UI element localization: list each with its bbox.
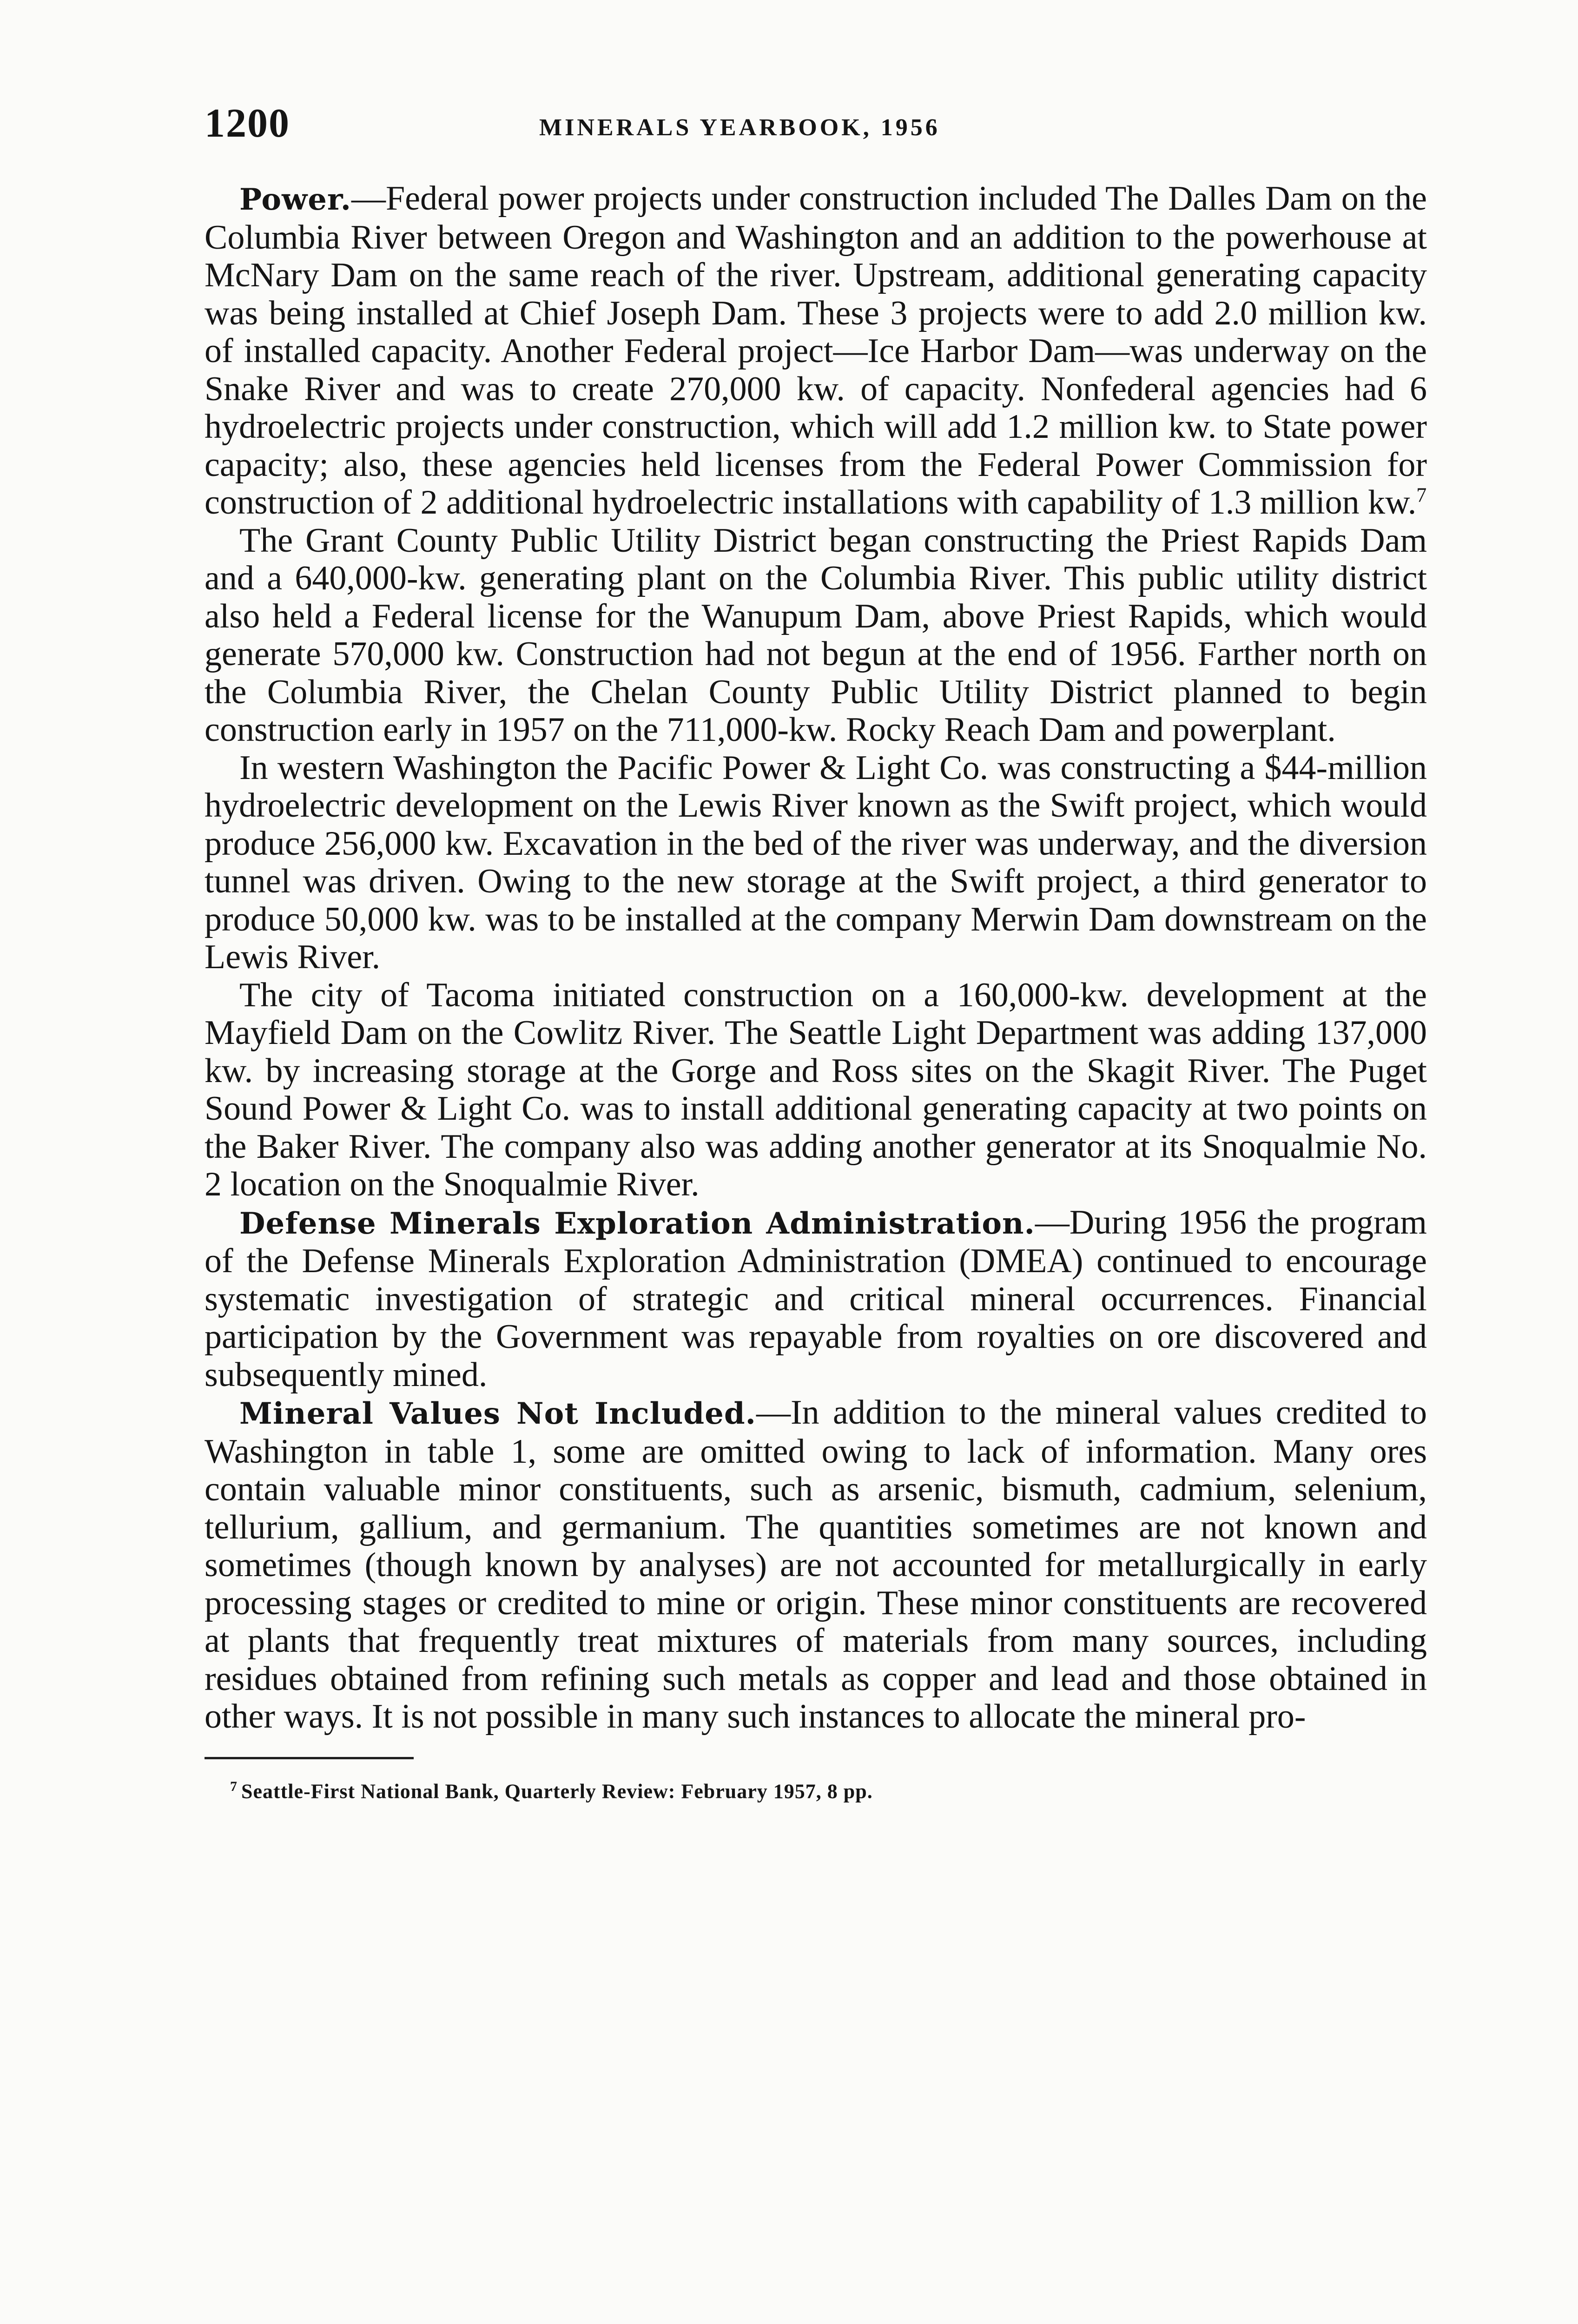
paragraph-western-washington: [205, 749, 1427, 977]
footnote-divider: [205, 1757, 414, 1759]
paragraph-mineral-values: [205, 1394, 1427, 1736]
page-number: 1200: [205, 101, 290, 146]
paragraph-text: The city of Tacoma initiated construction on a 160,000-kw. development at the Mayfield Dam on the Cowlitz River. The Seattle Light Department was adding 137,000 kw. by increasing storage at the Gorge and Ross sites on the Skagit River. The Puget Sound Power & Light Co. was to install additional generating capacity at two points on the Baker River. The company also was adding another generator at its Snoqualmie No. 2 location on the Snoqualmie River.: [205, 976, 1427, 1203]
paragraph-text: —In addition to the mineral values credited to Washington in table 1, some are omitted owing to lack of information. Many ores contain valuable minor constituents, such as arsenic, bismuth, cadmium, selenium, tellurium, gallium, and germanium. The quantities sometimes are not known and sometimes (though known by analyses) are not accounted for metallurgically in early processing stages or credited to mine or origin. These minor constituents are recovered at plants that frequently treat mixtures of materials from many sources, including residues obtained from refining such metals as copper and lead and those obtained in other ways. It is not possible in many such instances to allocate the mineral pro-: [205, 1393, 1427, 1736]
running-title: MINERALS YEARBOOK, 1956: [539, 114, 940, 141]
paragraph-text: —Federal power projects under construction included The Dalles Dam on the Columbia River between Oregon and Washington and an addition to the powerhouse at McNary Dam on the same reach of the river. Upstream, additional generating capacity was being installed at Chief Joseph Dam. These 3 projects were to add 2.0 million kw. of installed capacity. Another Federal project—Ice Harbor Dam—was underway on the Snake River and was to create 270,000 kw. of capacity. Nonfederal agencies had 6 hydroelectric projects under construction, which will add 1.2 million kw. to State power capacity; also, these agencies held licenses from the Federal Power Commission for construction of 2 additional hydroelectric installations with capability of 1.3 million kw.: [205, 179, 1427, 522]
paragraph-dmea: [205, 1204, 1427, 1394]
section-heading-power: Power.: [239, 182, 352, 217]
paragraph-tacoma: [205, 977, 1427, 1204]
footnote-reference: 7: [1416, 483, 1427, 507]
body-text: [205, 180, 1427, 1736]
paragraph-text: The Grant County Public Utility District began constructing the Priest Rapids Dam and a 640,000-kw. generating plant on the Columbia River. This public utility district also held a Federal license for the Wanupum Dam, above Priest Rapids, which would generate 570,000 kw. Construction had not begun at the end of 1956. Farther north on the Columbia River, the Chelan County Public Utility District planned to begin construction early in 1957 on the 711,000-kw. Rocky Reach Dam and powerplant.: [205, 521, 1427, 749]
paragraph-power: [205, 180, 1427, 522]
paragraph-text: In western Washington the Pacific Power & Light Co. was constructing a $44-million hydroelectric development on the Lewis River known as the Swift project, which would produce 256,000 kw. Excavation in the bed of the river was underway, and the diversion tunnel was driven. Owing to the new storage at the Swift project, a third generator to produce 50,000 kw. was to be installed at the company Merwin Dam downstream on the Lewis River.: [205, 748, 1427, 976]
section-heading-mineral-values: Mineral Values Not Included.: [239, 1396, 756, 1431]
running-head: [205, 100, 1427, 156]
paragraph-grant-county: [205, 522, 1427, 749]
footnote-mark: 7: [230, 1778, 238, 1794]
section-heading-dmea: Defense Minerals Exploration Administration.: [239, 1206, 1035, 1241]
footnote-text: Seattle-First National Bank, Quarterly Review: February 1957, 8 pp.: [241, 1780, 873, 1803]
paragraph-text: —During 1956 the program of the Defense Minerals Exploration Administration (DMEA) continued to encourage systematic investigation of strategic and critical mineral occurrences. Financial participation by the Government was repayable from royalties on ore discovered and subsequently mined.: [205, 1203, 1427, 1394]
footnote: [230, 1779, 1427, 1803]
document-page: [205, 100, 1427, 1803]
